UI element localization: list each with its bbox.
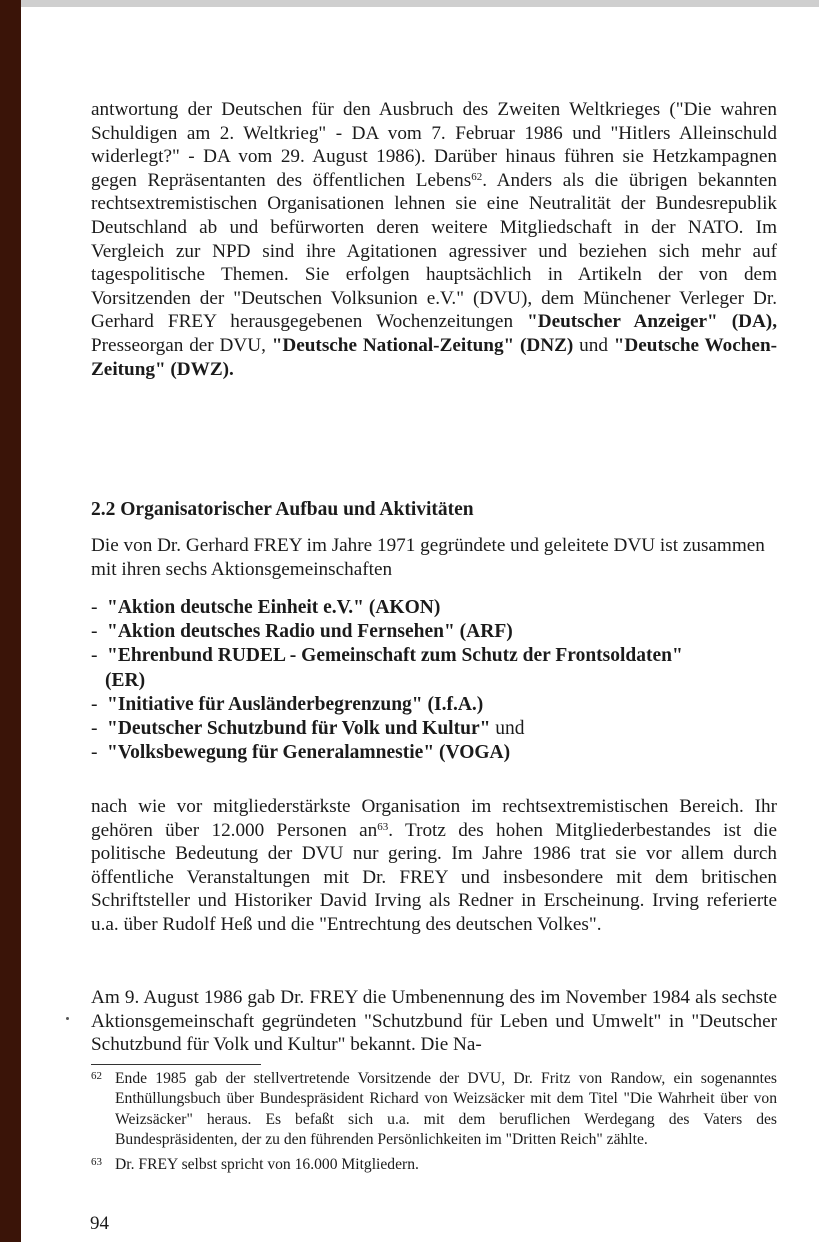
margin-speck [66, 1017, 69, 1020]
list-item [91, 717, 791, 741]
list-item-name: "Deutscher Schutzbund für Volk und Kultur" [107, 718, 491, 740]
p1-bold-dwz: "Deutsche Wochen-Zeitung" (DWZ). [91, 334, 778, 380]
organization-list [91, 596, 791, 765]
p1-bold-da: "Deutscher Anzeiger" (DA), [527, 311, 777, 333]
list-item-suffix: und [490, 718, 525, 740]
list-item [91, 644, 791, 692]
paragraph-2-text: Die von Dr. Gerhard FREY im Jahre 1971 gegründete und geleitete DVU ist zusammen mit ihren sechs Aktionsgemeinschaften [91, 535, 765, 580]
list-dash: - [91, 693, 98, 715]
p3-text-a: nach wie vor mitgliederstärkste Organisation im rechtsextremistischen Bereich. Ihr gehören über 12.000 Personen an [91, 796, 777, 841]
page-top-edge [0, 0, 819, 7]
list-item [91, 693, 791, 717]
p1-text-d: und [573, 334, 614, 356]
footnote-divider [91, 1064, 261, 1065]
footnote-62 [91, 1069, 777, 1150]
list-item [91, 596, 791, 620]
p1-text-c: Presseorgan der DVU, [91, 334, 272, 356]
footnote-marker: 63 [91, 1156, 102, 1169]
paragraph-4-text: Am 9. August 1986 gab Dr. FREY die Umbenennung des im November 1984 als sechste Aktionsgemeinschaft gegründeten "Schutzbund für Leben und Umwelt" in "Deutscher Schutzbund für Volk und Kultur" bekannt. Die Na- [91, 987, 777, 1056]
p1-bold-dnz: "Deutsche National-Zeitung" (DNZ) [271, 334, 574, 356]
p1-text-b: . Anders als die übrigen bekannten rechtsextremistischen Organisationen lehnen sie eine Neutralität der Bundesrepublik Deutschland ab und befürworten deren weitere Mitgliedschaft in der NATO. Im Vergleich zur NPD sind ihre Agitationen agressiver und beziehen sich mehr auf tagespolitische Themen. Sie erfolgen hauptsächlich in Artikeln der von dem Vorsitzenden der "Deutschen Volksunion e.V." (DVU), dem Münchener Verleger Dr. Gerhard FREY herausgegebenen Wochenzeitungen [91, 169, 778, 333]
footnote-marker: 62 [91, 1070, 102, 1082]
p1-text-a: antwortung der Deutschen für den Ausbruch des Zweiten Weltkrieges ("Die wahren Schuldigen am 2. Weltkrieg" - DA vom 7. Februar 1986 und "Hitlers Alleinschuld widerlegt?" - DA vom 29. August 1986). Darüber hinaus führen sie Hetzkampagnen gegen Repräsentanten des öffentlichen Lebens [91, 99, 777, 191]
list-dash: - [91, 718, 98, 740]
list-dash: - [91, 645, 98, 667]
list-item-continuation: (ER) [105, 669, 146, 691]
paragraph-4 [91, 986, 777, 1057]
footnotes [91, 1069, 777, 1180]
list-item-name: "Aktion deutsches Radio und Fernsehen" (ARF) [107, 621, 513, 643]
list-item-name: "Initiative für Ausländerbegrenzung" (I.f.A.) [107, 693, 484, 715]
paragraph-2 [91, 534, 777, 581]
list-item [91, 741, 791, 765]
page-number: 94 [90, 1213, 109, 1234]
paragraph-3-text [91, 795, 777, 937]
section-heading: 2.2 Organisatorischer Aufbau und Aktivitäten [91, 499, 474, 520]
footnote-text: Ende 1985 gab der stellvertretende Vorsitzende der DVU, Dr. Fritz von Randow, ein sogenanntes Enthüllungsbuch über Bundespräsident Richard von Weizsäcker mit dem Titel "Die Wahrheit über von Weizsäcker" heraus. Es befaßt sich u.a. mit dem beruflichen Werdegang des Vaters des Bundespräsidenten, der zu den führenden Persönlichkeiten im "Dritten Reich" zählte. [115, 1070, 777, 1148]
list-dash: - [91, 621, 98, 643]
footnote-ref-63: 63 [377, 820, 389, 833]
p3-text-b: . Trotz des hohen Mitgliederbestandes ist die politische Bedeutung der DVU nur gering. Im Jahre 1986 trat sie vor allem durch öffentliche Veranstaltungen mit Dr. FREY und insbesondere mit dem britischen Schriftsteller und Historiker David Irving als Redner in Erscheinung. Irving referierte u.a. über Rudolf Heß und die "Entrechtung des deutschen Volkes". [91, 819, 777, 935]
footnote-63 [91, 1155, 777, 1175]
book-binding-edge [0, 0, 21, 1242]
list-item-name: "Aktion deutsche Einheit e.V." (AKON) [107, 597, 441, 618]
footnote-text: Dr. FREY selbst spricht von 16.000 Mitgliedern. [115, 1156, 419, 1174]
list-item-name: "Volksbewegung für Generalamnestie" (VOGA) [107, 742, 511, 764]
list-item-name: "Ehrenbund RUDEL - Gemeinschaft zum Schutz der Frontsoldaten" [107, 645, 683, 667]
paragraph-1 [91, 98, 777, 381]
paragraph-1-text [91, 98, 777, 381]
list-item [91, 620, 791, 644]
paragraph-3 [91, 795, 777, 937]
list-dash: - [91, 742, 98, 764]
footnote-ref-62: 62 [471, 170, 483, 183]
list-dash: - [91, 597, 98, 618]
